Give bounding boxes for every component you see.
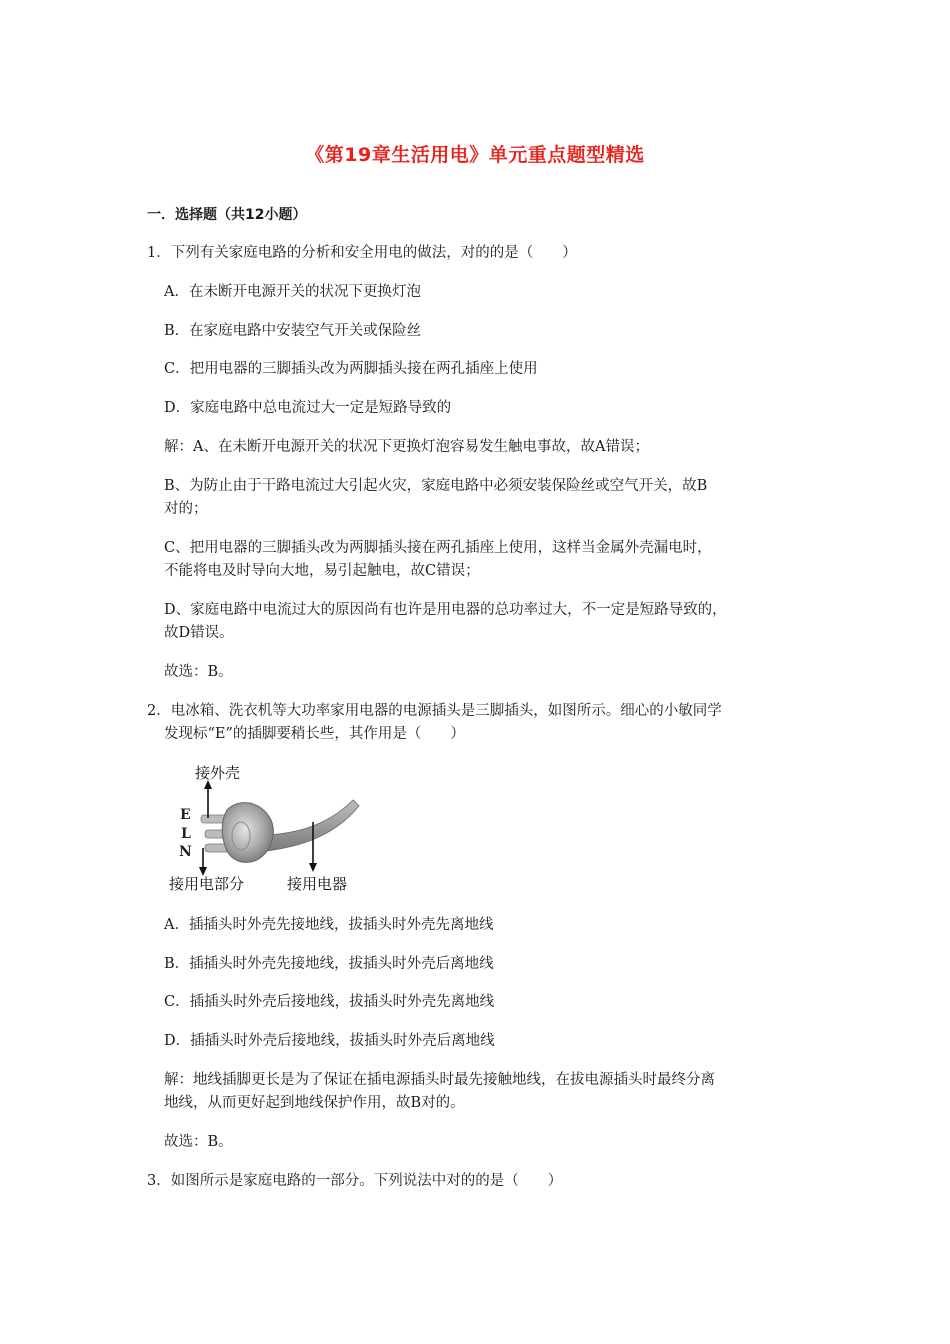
question-1-answer: 故选：B。 [164,664,233,680]
page-title: 《第19章生活用电》单元重点题型精选 [305,144,645,166]
question-1-option-c: C．把用电器的三脚插头改为两脚插头接在两孔插座上使用 [164,361,538,377]
question-1-option-b: B．在家庭电路中安装空气开关或保险丝 [164,323,422,339]
question-2-answer: 故选：B。 [164,1134,233,1150]
question-1-solution-line: 不能将电及时导向大地，易引起触电，故C错误； [164,563,480,579]
question-1-solution-line: 对的； [164,501,208,517]
question-1-solution-line: 故D错误。 [164,625,234,641]
pin-label-l: L [181,826,191,842]
pin-label-n: N [179,844,192,860]
question-1-stem: 1．下列有关家庭电路的分析和安全用电的做法，对的的是（ ） [147,245,577,261]
question-2-option-c: C．插插头时外壳后接地线，拔插头时外壳先离地线 [164,994,495,1010]
question-1-solution-line: C、把用电器的三脚插头改为两脚插头接在两孔插座上使用，这样当金属外壳漏电时， [164,540,712,556]
question-1-solution-line: D、家庭电路中电流过大的原因尚有也许是用电器的总功率过大，不一定是短路导致的， [164,602,727,618]
question-2-option-a: A．插插头时外壳先接地线，拔插头时外壳先离地线 [164,917,494,933]
question-1-option-a: A．在未断开电源开关的状况下更换灯泡 [164,284,421,300]
section-heading: 一．选择题（共12小题） [147,207,307,223]
question-2-solution-line: 地线，从而更好起到地线保护作用，故B对的。 [164,1095,465,1111]
question-2-option-b: B．插插头时外壳先接地线，拔插头时外壳后离地线 [164,956,494,972]
question-2-stem: 2．电冰箱、洗衣机等大功率家用电器的电源插头是三脚插头，如图所示。细心的小敏同学 [147,703,722,719]
label-connect-live-part: 接用电部分 [169,875,245,893]
question-3-stem: 3．如图所示是家庭电路的一部分。下列说法中对的的是（ ） [147,1173,563,1189]
label-connect-appliance: 接用电器 [287,875,348,893]
question-1-option-d: D．家庭电路中总电流过大一定是短路导致的 [164,400,452,416]
label-connect-casing: 接外壳 [195,764,241,782]
question-1-solution-line: B、为防止由于干路电流过大引起火灾，家庭电路中必须安装保险丝或空气开关，故B [164,478,708,494]
pin-label-e: E [180,807,191,823]
question-2-stem: 发现标“E”的插脚要稍长些，其作用是（ ） [164,726,465,742]
three-pin-plug-figure [163,760,373,895]
question-2-solution-line: 解：地线插脚更长是为了保证在插电源插头时最先接触地线，在拔电源插头时最终分离 [164,1072,715,1088]
question-1-solution-line: 解：A、在未断开电源开关的状况下更换灯泡容易发生触电事故，故A错误； [164,439,649,455]
question-2-option-d: D．插插头时外壳后接地线，拔插头时外壳后离地线 [164,1033,495,1049]
